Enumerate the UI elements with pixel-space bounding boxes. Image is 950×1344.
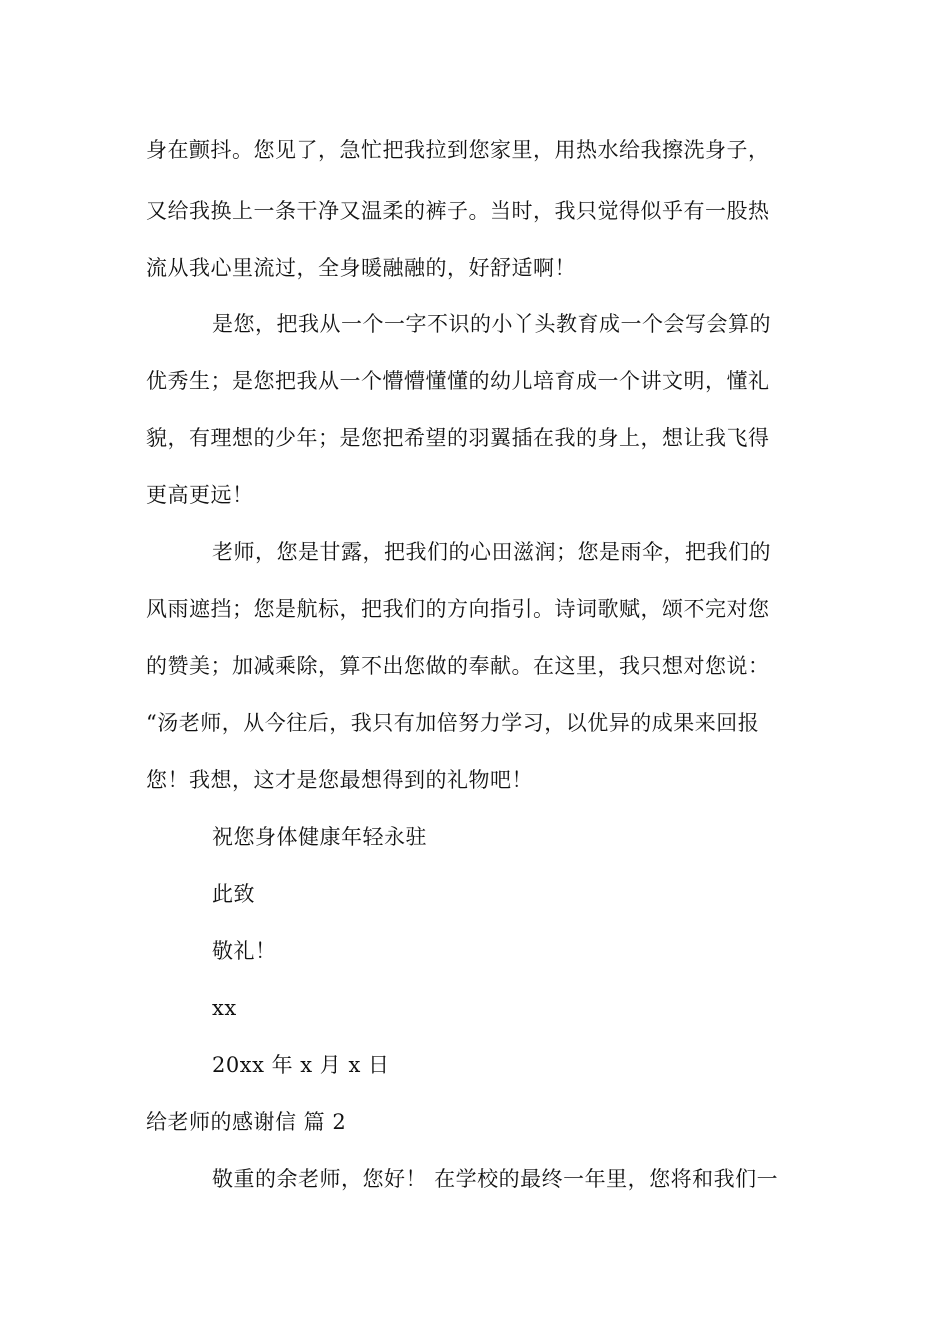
paragraph-line: 更高更远！: [146, 483, 254, 507]
paragraph-line: 流从我心里流过，全身暖融融的，好舒适啊！: [146, 256, 576, 280]
paragraph-line: 貌，有理想的少年；是您把希望的羽翼插在我的身上，想让我飞得: [146, 426, 770, 450]
paragraph-line: “汤老师，从今往后，我只有加倍努力学习，以优异的成果来回报: [146, 711, 760, 735]
closing-respect: 敬礼！: [212, 939, 277, 963]
closing-salutation: 此致: [212, 882, 255, 906]
closing-wish: 祝您身体健康年轻永驻: [212, 825, 427, 849]
paragraph-line: 优秀生；是您把我从一个懵懵懂懂的幼儿培育成一个讲文明，懂礼: [146, 369, 770, 393]
paragraph-line: 老师，您是甘露，把我们的心田滋润；您是雨伞，把我们的: [212, 540, 771, 564]
paragraph-line: 的赞美；加减乘除，算不出您做的奉献。在这里，我只想对您说：: [146, 654, 770, 678]
paragraph-line: 敬重的余老师，您好！ 在学校的最终一年里，您将和我们一: [212, 1167, 779, 1191]
paragraph-line: 又给我换上一条干净又温柔的裤子。当时，我只觉得似乎有一股热: [146, 199, 770, 223]
paragraph-line: 风雨遮挡；您是航标，把我们的方向指引。诗词歌赋，颂不完对您: [146, 597, 770, 621]
signature-name: xx: [212, 996, 237, 1020]
section-heading: 给老师的感谢信 篇 2: [146, 1110, 347, 1134]
paragraph-line: 是您，把我从一个一字不识的小丫头教育成一个会写会算的: [212, 312, 771, 336]
signature-date: 20xx 年 x 月 x 日: [212, 1053, 390, 1077]
paragraph-line: 身在颤抖。您见了，急忙把我拉到您家里，用热水给我擦洗身子，: [146, 138, 770, 162]
paragraph-line: 您！我想，这才是您最想得到的礼物吧！: [146, 768, 533, 792]
